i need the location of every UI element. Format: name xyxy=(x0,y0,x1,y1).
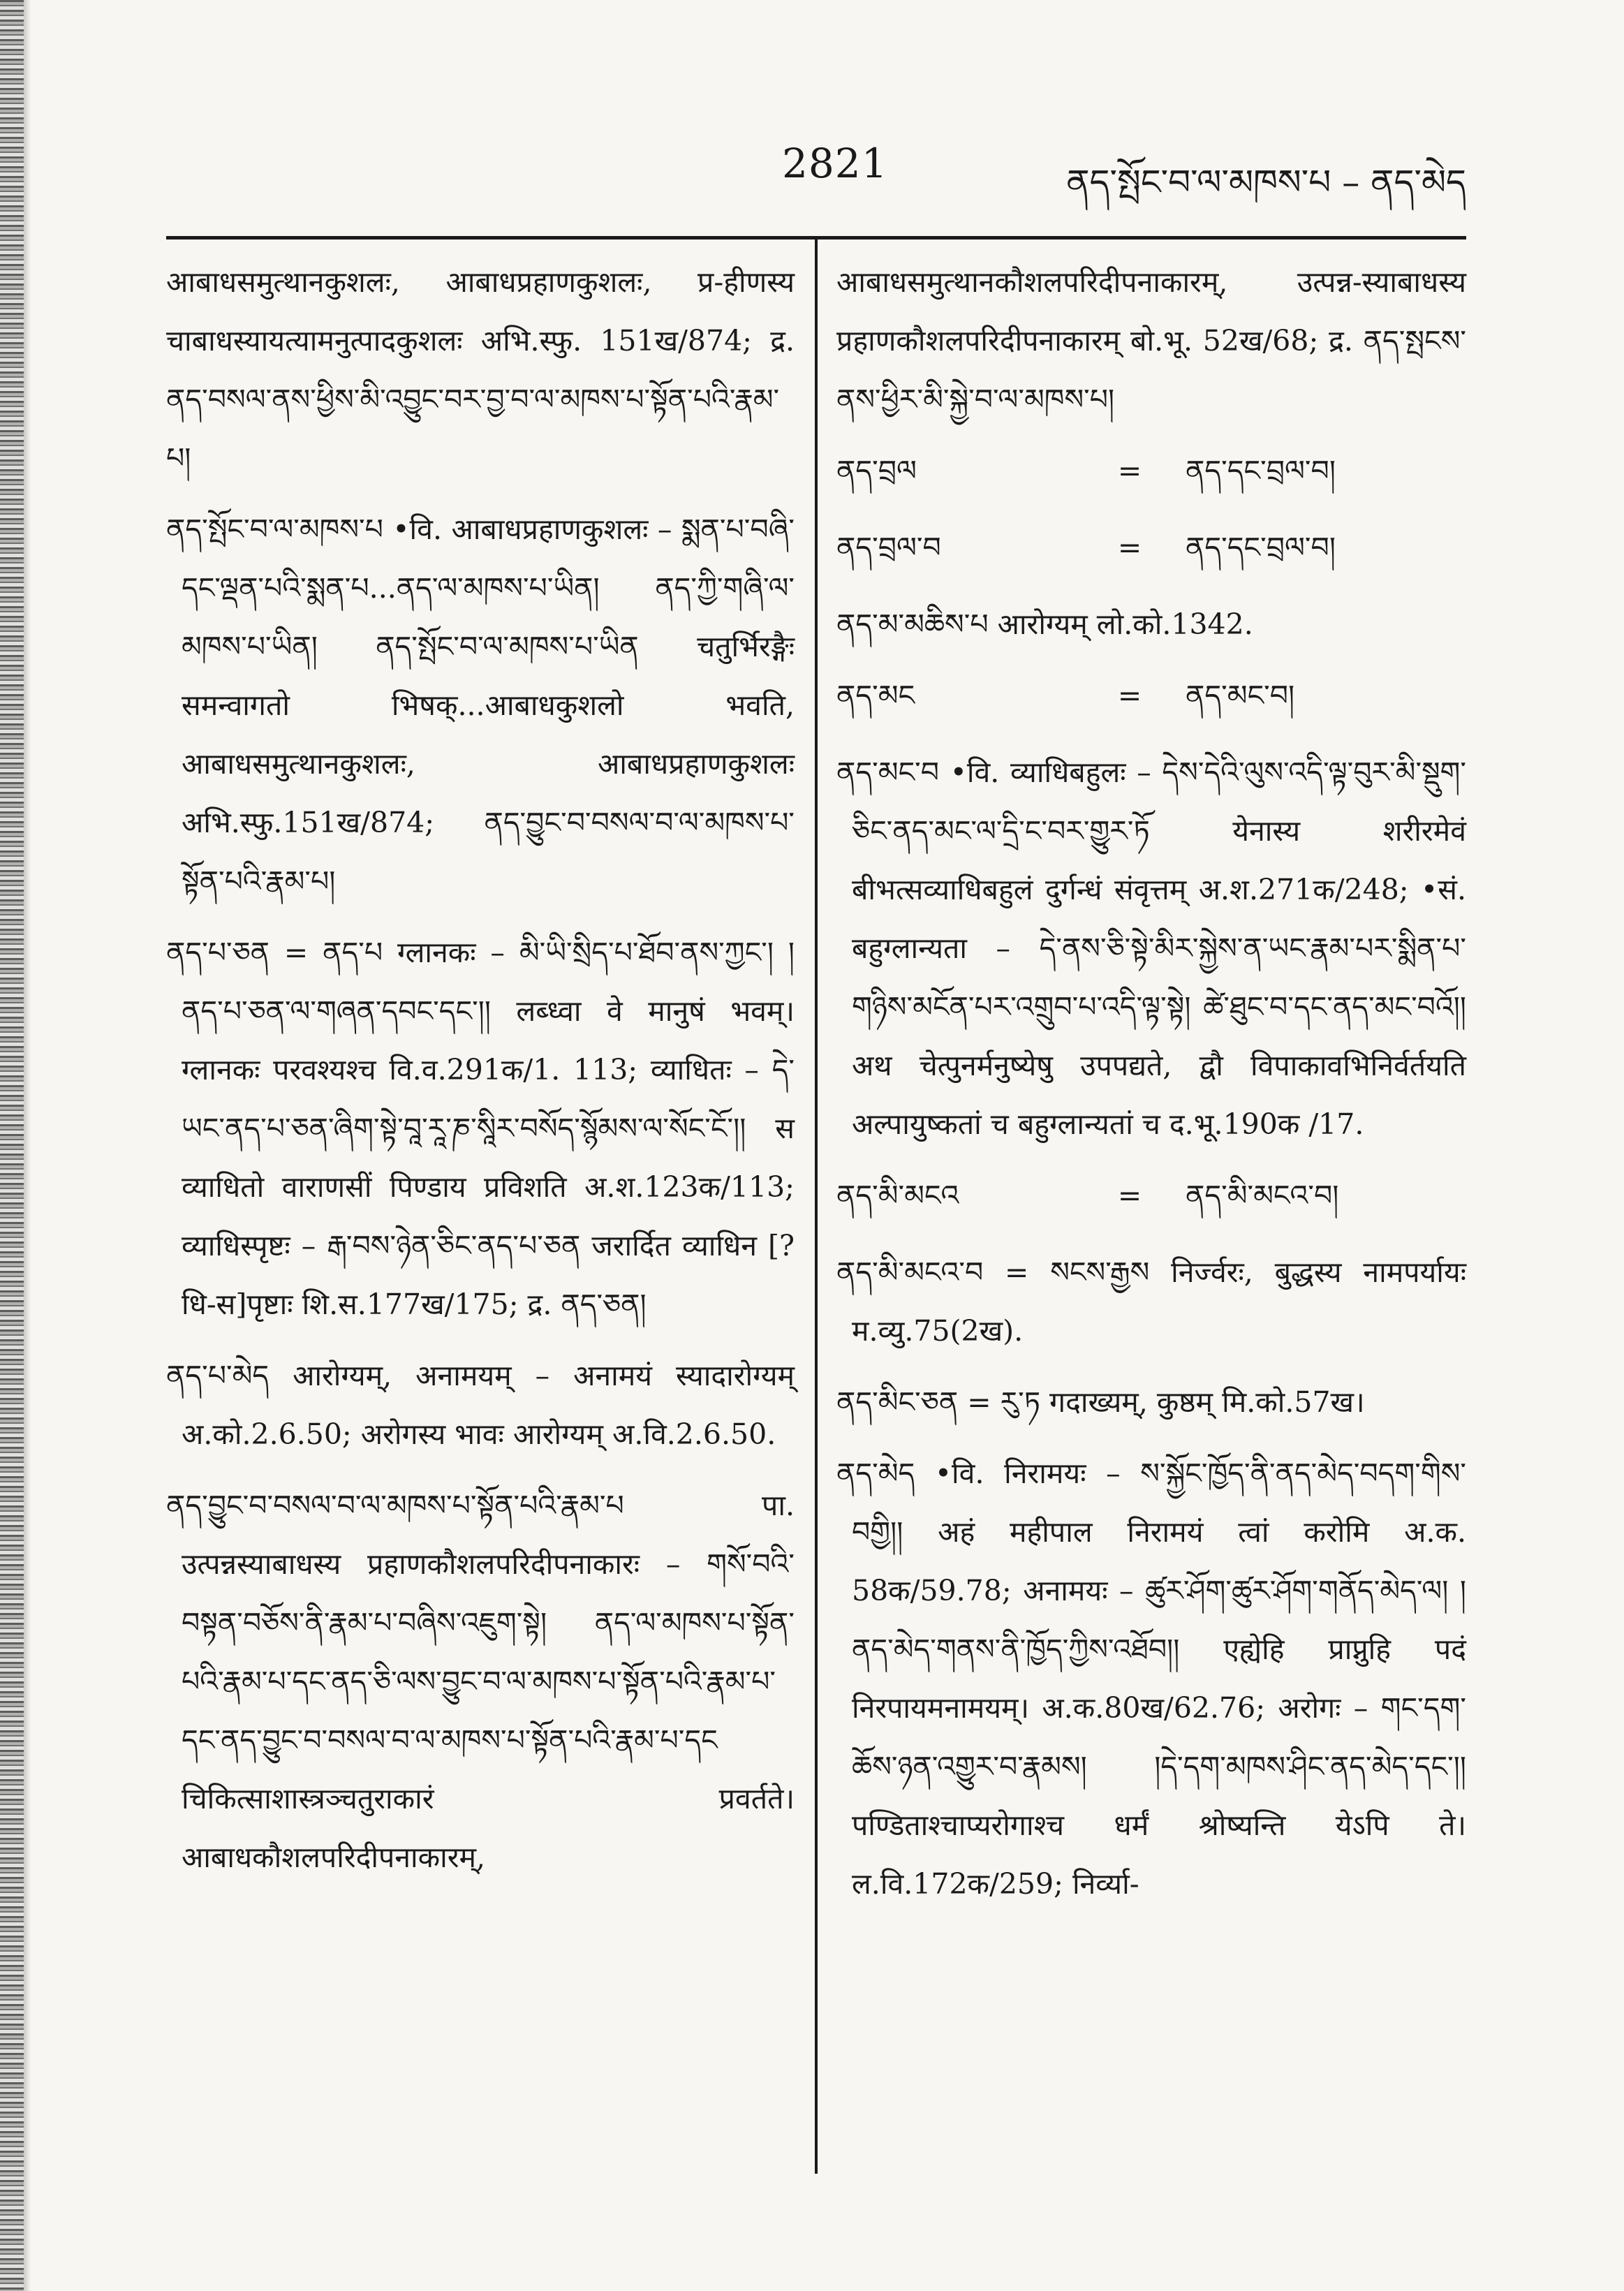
equals-sign: = xyxy=(1117,531,1142,564)
right-entry-continuation: आबाधसमुत्थानकौशलपरिदीपनाकारम्, उत्पन्न-स्याबाधस्य प्रहाणकौशलपरिदीपनाकारम् बो.भू. 52ख/68; द्र. ནད་སྤངས་ནས་ཕྱིར་མི་སྐྱེ་བ་ལ་མཁས་པ། xyxy=(836,265,1466,416)
dictionary-entry: ནད་མི་མངའ་བ = སངས་རྒྱས निर्ज्वरः, बुद्धस्य नामपर्यायः म.व्यु.75(2ख). xyxy=(836,1255,1466,1348)
equivalence-row xyxy=(836,441,1466,500)
equals-sign: = xyxy=(1117,679,1142,712)
equivalence-head: ནད་བྲལ xyxy=(836,454,917,487)
dictionary-entry: ནད་པ་མེད आरोग्यम्, अनामयम् – अनामयं स्यादारोग्यम् अ.को.2.6.50; अरोगस्य भावः आरोग्यम् अ.वि.2.6.50. xyxy=(166,1359,795,1451)
equivalence-row xyxy=(836,666,1466,725)
equivalence-head: ནད་བྲལ་བ xyxy=(836,531,941,564)
scan-edge-gradient xyxy=(24,0,31,2291)
right-column xyxy=(836,253,1466,1926)
left-entry-continuation: आबाधसमुत्थानकुशलः, आबाधप्रहाणकुशलः, प्र-हीणस्य चाबाधस्यायत्यामनुत्पादकुशलः अभि.स्फु. 151ख/874; द्र. ནད་བསལ་ནས་ཕྱིས་མི་འབྱུང་བར་བྱ་བ་ལ་མཁས་པ་སྟོན་པའི་རྣམ་པ། xyxy=(166,265,795,475)
dictionary-entry: ནད་མ་མཆིས་པ आरोग्यम् लो.को.1342. xyxy=(836,607,1253,641)
column-divider xyxy=(815,240,818,2174)
dictionary-entry: ནད་མང་བ •वि. व्याधिबहुलः – དེས་དེའི་ལུས་འདི་ལྟ་བུར་མི་སྡུག་ཅིང་ནད་མང་ལ་དྲི་ང་བར་གྱུར་ཏོ येनास्य शरीरमेवं बीभत्सव्याधिबहुलं दुर्गन्धं संवृत्तम् अ.श.271क/248; •सं. बहुग्लान्यता – དེ་ནས་ཅི་སྟེ་མིར་སྐྱེས་ན་ཡང་རྣམ་པར་སྨིན་པ་གཉིས་མངོན་པར་འགྲུབ་པ་འདི་ལྟ་སྟེ། ཚེ་ཐུང་བ་དང་ནད་མང་བའོ།། अथ चेत्पुनर्मनुष्येषु उपपद्यते, द्वौ विपाकावभिनिर्वर्तयति अल्पायुष्कतां च बहुग्लान्यतां च द.भू.190क /17. xyxy=(836,756,1466,1141)
page-number: 2821 xyxy=(782,140,888,187)
dictionary-entry: ནད་བྱུང་བ་བསལ་བ་ལ་མཁས་པ་སྟོན་པའི་རྣམ་པ पा. उत्पन्नस्याबाधस्य प्रहाणकौशलपरिदीपनाकारः – གསོ་བའི་བསྟན་བཅོས་ནི་རྣམ་པ་བཞིས་འཇུག་སྟེ། ནད་ལ་མཁས་པ་སྟོན་པའི་རྣམ་པ་དང་ནད་ཅི་ལས་བྱུང་བ་ལ་མཁས་པ་སྟོན་པའི་རྣམ་པ་དང་ནད་བྱུང་བ་བསལ་བ་ལ་མཁས་པ་སྟོན་པའི་རྣམ་པ་དང चिकित्साशास्त्रञ्चतुराकारं प्रवर्तते। आबाधकौशलपरिदीपनाकारम्, xyxy=(166,1489,795,1874)
equivalence-value: ནད་དང་བྲལ་བ། xyxy=(1186,454,1336,487)
equivalence-head: ནད་མང xyxy=(836,679,915,712)
equivalence-value: ནད་མང་བ། xyxy=(1186,679,1295,712)
equivalence-value: ནད་དང་བྲལ་བ། xyxy=(1186,531,1336,564)
equivalence-row xyxy=(836,1166,1466,1225)
equivalence-head: ནད་མི་མངའ xyxy=(836,1179,959,1212)
dictionary-entry: ནད་མིང་ཅན = རུ་ཏ गदाख्यम्, कुष्ठम् मि.को.57ख। xyxy=(836,1385,1365,1419)
dictionary-entry: ནད་མེད •वि. निरामयः – ས་སྐྱོང་ཁྱོད་ནི་ནད་མེད་བདག་གིས་བགྱི།། अहं महीपाल निरामयं त्वां करोमि अ.क. 58क/59.78; अनामयः – ཚུར་ཤོག་ཚུར་ཤོག་གནོད་མེད་ལ། །ནད་མེད་གནས་ནི་ཁྱོད་ཀྱིས་འཐོབ།། एह्येहि प्राप्नुहि पदं निरपायमनामयम्। अ.क.80ख/62.76; अरोगः – གང་དག་ཆོས་ཉན་འགྱུར་བ་རྣམས། །དེ་དག་མཁས་ཤིང་ནད་མེད་དང་།། पण्डिताश्चाप्यरोगाश्च धर्मं श्रोष्यन्ति येऽपि ते। ल.वि.172क/259; निर्व्या- xyxy=(836,1457,1466,1901)
equivalence-value: ནད་མི་མངའ་བ། xyxy=(1186,1179,1339,1212)
equals-sign: = xyxy=(1117,1179,1142,1212)
page-header xyxy=(168,140,1466,216)
running-head: ནད་སྤོང་བ་ལ་མཁས་པ – ནད་མེད xyxy=(1066,162,1466,202)
dictionary-entry: ནད་སྤོང་བ་ལ་མཁས་པ •वि. आबाधप्रहाणकुशलः – སྨན་པ་བཞི་དང་ལྡན་པའི་སྨན་པ...ནད་ལ་མཁས་པ་ཡིན། ནད་ཀྱི་གཞི་ལ་མཁས་པ་ཡིན། ནད་སྤོང་བ་ལ་མཁས་པ་ཡིན चतुर्भिरङ्गैः समन्वागतो भिषक्...आबाधकुशलो भवति, आबाधसमुत्थानकुशलः, आबाधप्रहाणकुशलः अभि.स्फु.151ख/874; ནད་བྱུང་བ་བསལ་བ་ལ་མཁས་པ་སྟོན་པའི་རྣམ་པ། xyxy=(166,513,795,898)
scan-edge-shadow xyxy=(0,0,24,2291)
left-column xyxy=(166,253,795,1899)
dictionary-entry: ནད་པ་ཅན = ནད་པ ग्लानकः – མི་ཡི་སྲིད་པ་ཐོབ་ནས་ཀྱང་། །ནད་པ་ཅན་ལ་གཞན་དབང་དང་།། लब्ध्वा वे मानुषं भवम्। ग्लानकः परवश्यश्च वि.व.291क/1. 113; व्याधितः – དེ་ཡང་ནད་པ་ཅན་ཞིག་སྟེ་བཱ་རཱ་ཎ་སཱིར་བསོད་སྙོམས་ལ་སོང་ངོ་།། स व्याधितो वाराणसीं पिण्डाय प्रविशति अ.श.123क/113; व्याधिस्पृष्टः – རྒ་བས་ཉེན་ཅིང་ནད་པ་ཅན जरार्दित व्याधिन [? धि-स]पृष्टाः शि.स.177ख/175; द्र. ནད་ཅན། xyxy=(166,936,795,1321)
equivalence-row xyxy=(836,518,1466,577)
equals-sign: = xyxy=(1117,454,1142,487)
